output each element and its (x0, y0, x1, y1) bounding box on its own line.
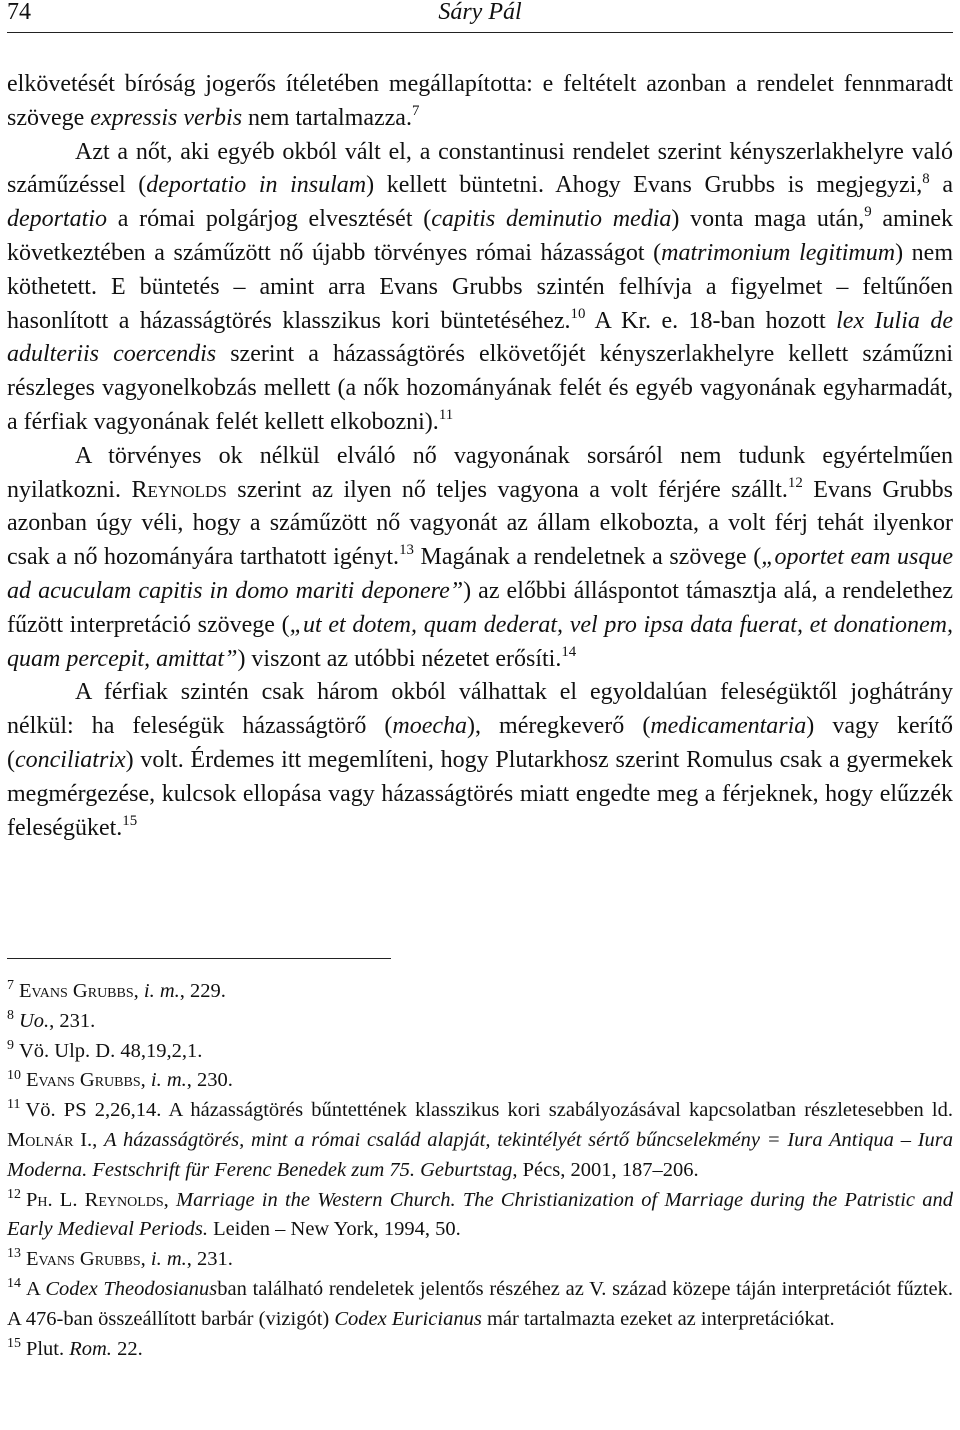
text-run: ) vagy kerítő ( (7, 713, 953, 773)
footnote-ref: 11 (438, 407, 454, 424)
text-run: aminek következtében a száműzött nő újabb törvényes római házasságot ( (7, 206, 954, 266)
footnote-ref: 15 (122, 812, 138, 829)
footnote (7, 1007, 953, 1037)
italic-text: lex Iulia de adulteriis coercendis (7, 307, 954, 368)
page-number: 74 (7, 0, 31, 25)
paragraph (7, 440, 953, 677)
text-run: ban található rendeletek jelentős részéhez az V. század közepe táján interpretációt fűztek. A 476-ban összeállított barbár (vizigót) (7, 1277, 953, 1330)
text-run: ) az előbbi álláspontot támasztja alá, a rendelethez fűzött interpretáció szövege ( (7, 577, 954, 638)
footnote-ref: 14 (561, 643, 577, 660)
text-run: ), méregkeverő ( (467, 713, 651, 740)
footnote-number: 7 (7, 978, 14, 994)
text-run: Evans Grubbs azonban úgy véli, hogy a száműzött nő vagyonát az állam elkobozta, a volt férj tehát ilyenkor csak a nő hozományára tarthatott igényt. (7, 476, 953, 571)
italic-text: Codex Euricianus (334, 1307, 482, 1330)
text-run: ) vonta maga után, (671, 206, 865, 233)
italic-text: matrimonium legitimum (661, 239, 896, 266)
italic-text: i. m. (150, 1069, 187, 1092)
text-run: A férfiak szintén csak három okból válhattak el egyoldalúan feleségüktől joghátrány nélkül: ha feleségük házasságtörő ( (7, 679, 953, 740)
text-run: a (929, 172, 953, 199)
text-run: , (163, 1188, 177, 1211)
footnote-number: 9 (7, 1037, 14, 1053)
italic-text: conciliatrix (15, 746, 126, 773)
text-run: , 231. (186, 1248, 233, 1271)
text-run: a római polgárjog elvesztését ( (107, 206, 432, 233)
footnote (7, 977, 953, 1007)
text-run: Vö. PS 2,26,14. A házasságtörés bűntettének klasszikus kori szabályozásával kapcsolatban részletesebben ld. (25, 1099, 953, 1122)
text-run: , (92, 1128, 105, 1151)
text-run: nem tartalmazza. (242, 104, 412, 131)
footnote (7, 1037, 953, 1067)
footnote (7, 1066, 953, 1096)
text-run: A törvényes ok nélkül elváló nő vagyonának sorsáról nem tudunk egyértelműen nyilatkozni. (7, 442, 953, 503)
author-name: Evans Grubbs (25, 1248, 141, 1271)
italic-text: A házasságtörés, mint a római család alapját, tekintélyét sértő bűncselekmény = Iura Antiqua – Iura Moderna. Festschrift für Ferenc Benedek zum 75. Geburtstag (7, 1128, 953, 1181)
text-run: Plut. (25, 1337, 70, 1360)
italic-text: Codex Theodosianus (45, 1277, 218, 1300)
footnote (7, 1096, 953, 1185)
main-text (7, 68, 953, 845)
text-run: , 230. (186, 1069, 233, 1092)
paragraph (7, 136, 953, 440)
text-run: A (25, 1277, 46, 1300)
author-name: Evans Grubbs (25, 1069, 141, 1092)
text-run: ) volt. Érdemes itt megemlíteni, hogy Plutarkhosz szerint Romulus csak a gyermekek megmérgezése, kulcsok ellopása vagy házasságtörés miatt engedte meg a férjeknek, hogy elűzzék feleségüket. (7, 746, 953, 841)
italic-text: medicamentaria (650, 713, 807, 740)
italic-text: deportatio in insulam (146, 172, 367, 199)
footnote-number: 15 (7, 1335, 21, 1351)
italic-text: Rom. (69, 1337, 112, 1360)
footnote (7, 1186, 953, 1246)
footnote-ref: 13 (399, 542, 414, 559)
author-name: Reynolds (131, 476, 227, 503)
author-name: Evans Grubbs (18, 980, 134, 1002)
text-run: A Kr. e. 18-ban hozott (585, 307, 837, 334)
text-run: Leiden – New York, 1994, 50. (207, 1218, 461, 1241)
paragraph (7, 68, 953, 136)
text-run: , (133, 980, 144, 1002)
text-run: , Pécs, 2001, 187–206. (512, 1158, 699, 1181)
footnote-ref: 7 (411, 103, 420, 120)
footnote (7, 1335, 953, 1365)
page-header (7, 0, 953, 33)
italic-text: „ut et dotem, quam dederat, vel pro ipsa data fuerat, et donationem, quam percepit, amittat” (7, 611, 953, 672)
footnotes (7, 977, 953, 1364)
footnote-ref: 12 (787, 474, 803, 491)
italic-text: capitis deminutio media (431, 206, 672, 233)
text-run: , (140, 1069, 151, 1092)
footnote (7, 1245, 953, 1275)
text-run: , 229. (179, 980, 226, 1002)
text-run: ) nem köthetett. E büntetés – amint arra Evans Grubbs szintén felhívja a figyelmet – feltűnően hasonlított a házasságtörés klasszikus kori büntetéséhez. (7, 239, 953, 334)
footnote-ref: 8 (922, 170, 930, 187)
text-run: már tartalmazta ezeket az interpretációkat. (481, 1307, 835, 1330)
italic-text: expressis verbis (90, 104, 243, 131)
text-run: Azt a nőt, aki egyéb okból vált el, a constantinusi rendelet szerint kényszerlakhelyre való száműzéssel ( (7, 138, 953, 199)
text-run: , (140, 1248, 151, 1271)
italic-text: moecha (392, 713, 467, 740)
author-name: Ph. L. Reynolds (25, 1188, 164, 1211)
text-run: szerint az ilyen nő teljes vagyona a volt férjére szállt. (226, 476, 788, 503)
footnote-number: 14 (7, 1276, 21, 1292)
italic-text: i. m. (150, 1248, 187, 1271)
text-run: Vö. Ulp. D. 48,19,2,1. (18, 1039, 203, 1062)
text-run: szerint a házasságtörés elkövetőjét kényszerlakhelyre kellett száműzni részleges vagyonelkobzás mellett (a nők hozományának felét és egyéb vagyonának egyharmadát, a férfiak vagyonának felét kellett elkobozni). (7, 341, 953, 435)
italic-text: i. m. (143, 980, 180, 1002)
text-run: ) kellett büntetni. Ahogy Evans Grubbs is megjegyzi, (366, 172, 923, 199)
text-run: Magának a rendeletnek a szövege ( (413, 544, 762, 571)
text-run: 22. (111, 1337, 143, 1360)
footnote-number: 12 (7, 1186, 21, 1202)
italic-text: Marriage in the Western Church. The Christianization of Marriage during the Patristic and Early Medieval Periods. (7, 1188, 953, 1241)
footnote-number: 11 (7, 1097, 21, 1113)
text-run: , 231. (49, 1009, 96, 1032)
text-run: elkövetését bíróság jogerős ítéletében megállapította: e feltételt azonban a rendelet fennmaradt szövege (7, 71, 953, 131)
footnote-ref: 9 (864, 204, 872, 221)
footnote-number: 10 (7, 1067, 21, 1083)
italic-text: „oportet eam usque ad acuculam capitis in domo mariti deponere” (7, 544, 953, 604)
footnote-number: 8 (7, 1007, 14, 1023)
italic-text: deportatio (7, 206, 107, 233)
text-run: ) viszont az utóbbi nézetet erősíti. (237, 645, 562, 672)
footnote (7, 1275, 953, 1335)
author-name: Molnár I. (7, 1128, 93, 1151)
footnote-number: 13 (7, 1246, 21, 1262)
footnote-ref: 10 (570, 305, 586, 322)
paragraph (7, 676, 953, 845)
italic-text: Uo. (18, 1009, 50, 1032)
footnote-separator (7, 958, 391, 959)
running-head: Sáry Pál (438, 0, 522, 25)
